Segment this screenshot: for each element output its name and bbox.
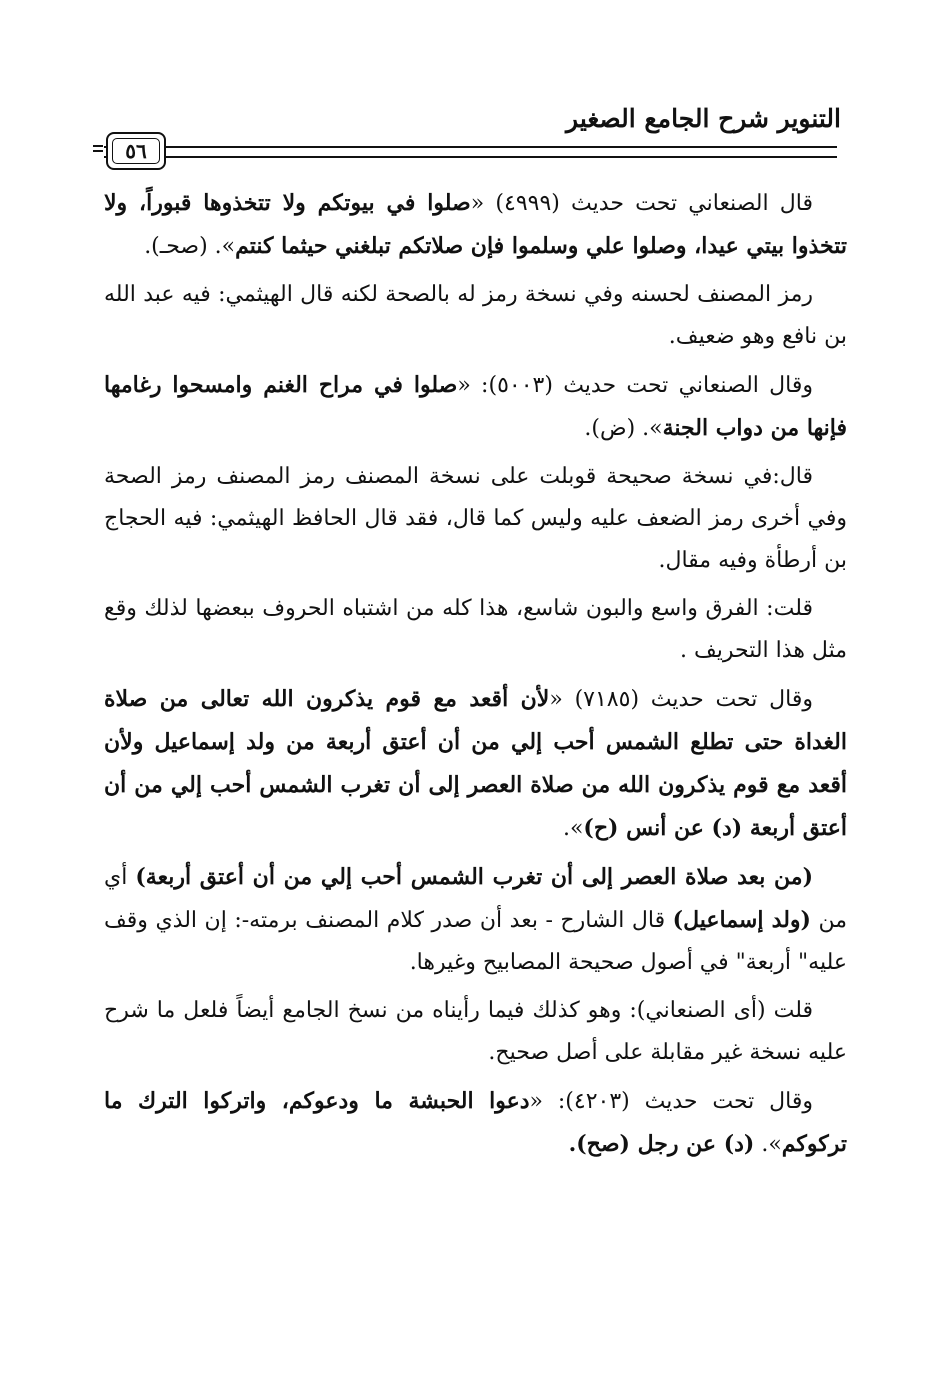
paragraph-7-quote-2: (ولد إسماعيل): [672, 907, 811, 933]
paragraph-7: [104, 856, 847, 984]
paragraph-5: قلت: الفرق واسع والبون شاسع، هذا كله من اشتباه الحروف ببعضها لذلك وقع مثل هذا التحريف .: [104, 596, 847, 663]
paragraph-6-close: ».: [562, 816, 584, 841]
paragraph-9: [104, 1080, 847, 1166]
header-rule-end-mark: [93, 136, 103, 160]
paragraph-9-close: ».: [754, 1132, 782, 1157]
paragraph-6-hadith: لأن أقعد مع قوم يذكرون الله تعالى من صلاة الغداة حتى تطلع الشمس أحب إلي من أن أعتق أربعة من ولد إسماعيل ولأن أقعد مع قوم يذكرون الله من صلاة العصر إلى أن تغرب الشمس أحب إلي من أن أعتق أربعة (د) عن أنس (ح): [104, 686, 847, 841]
running-header-title: التنوير شرح الجامع الصغير: [566, 104, 841, 133]
paragraph-2: رمز المصنف لحسنه وفي نسخة رمز له بالصحة لكنه قال الهيثمي: فيه عبد الله بن نافع وهو ضعيف.: [104, 282, 847, 349]
paragraph-7-quote: (من بعد صلاة العصر إلى أن تغرب الشمس أحب إلي من أن أعتق أربعة): [135, 864, 813, 890]
paragraph-3: [104, 364, 847, 450]
header-double-rule: [104, 146, 837, 158]
page-number-frame: [106, 132, 166, 170]
body-text: [104, 182, 847, 1172]
paragraph-3-hadith: صلوا في مراح الغنم وامسحوا رغامها فإنها من دواب الجنة: [104, 372, 847, 441]
paragraph-1-intro: قال الصنعاني تحت حديث (٤٩٩٩) «: [470, 191, 813, 216]
paragraph-3-intro: وقال الصنعاني تحت حديث (٥٠٠٣): «: [457, 373, 814, 398]
paragraph-7-mid: أي من: [104, 865, 847, 933]
paragraph-1: [104, 182, 847, 268]
paragraph-9-ref: (د) عن رجل (صح).: [568, 1131, 755, 1157]
paragraph-8: قلت (أى الصنعاني): وهو كذلك فيما رأيناه من نسخ الجامع أيضاً فلعل ما شرح عليه نسخة غير مقابلة على أصل صحيح.: [104, 998, 847, 1065]
paragraph-6-intro: وقال تحت حديث (٧١٨٥) «: [549, 687, 813, 712]
page-number: ٥٦: [112, 138, 160, 164]
paragraph-7-rest: قال الشارح - بعد أن صدر كلام المصنف برمته-: إن الذي وقف عليه" أربعة" في أصول صحيحة المصابيح وغيرها.: [104, 908, 847, 975]
paragraph-1-ref: ». (صحـ).: [144, 234, 236, 259]
paragraph-9-hadith: دعوا الحبشة ما ودعوكم، واتركوا الترك ما تركوكم: [104, 1088, 847, 1157]
paragraph-3-ref: ». (ض).: [584, 416, 663, 441]
paragraph-4: قال:في نسخة صحيحة قوبلت على نسخة المصنف رمز المصنف رمز الصحة وفي أخرى رمز الضعف عليه وليس كما قال، فقد قال الحافظ الهيثمي: فيه الحجاج بن أرطأة وفيه مقال.: [104, 464, 847, 573]
paragraph-6: [104, 678, 847, 850]
paragraph-9-intro: وقال تحت حديث (٤٢٠٣): «: [529, 1089, 813, 1114]
paragraph-1-hadith: صلوا في بيوتكم ولا تتخذوها قبوراً، ولا تتخذوا بيتي عيدا، وصلوا علي وسلموا فإن صلاتكم تبلغني حيثما كنتم: [104, 190, 847, 259]
